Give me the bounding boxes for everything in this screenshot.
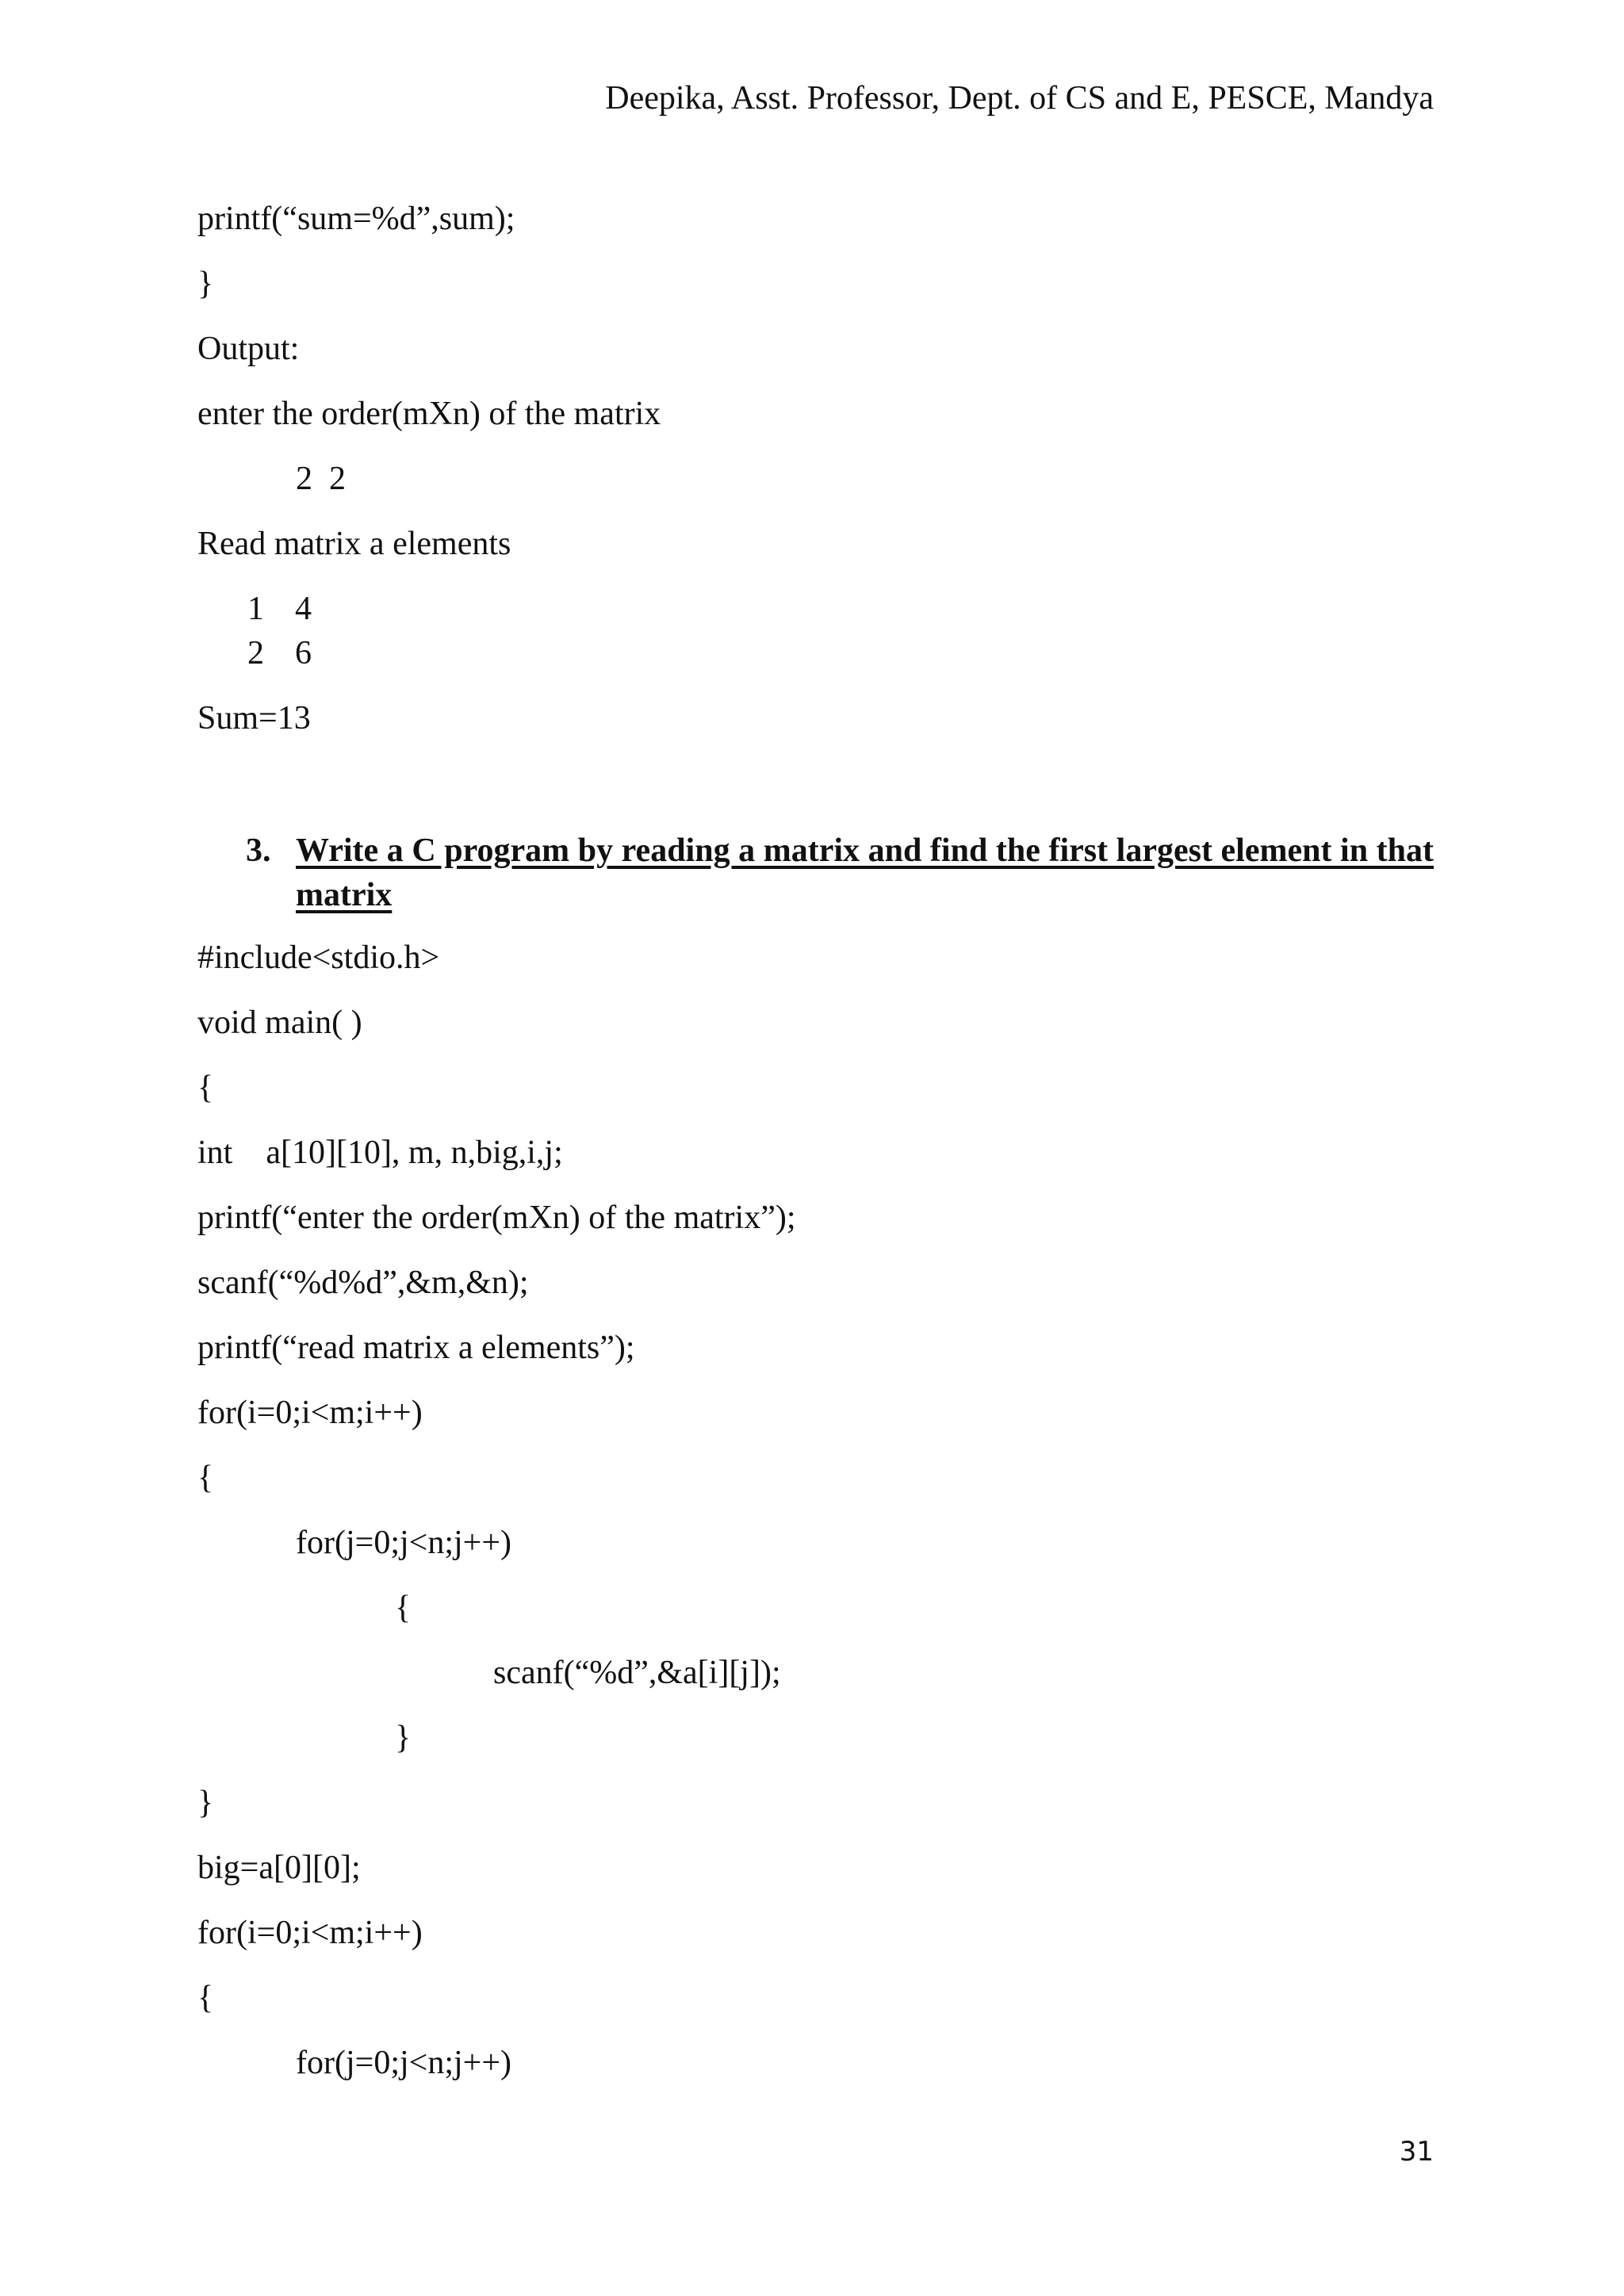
code-line: for(j=0;j<n;j++) <box>296 2045 512 2081</box>
page-header: Deepika, Asst. Professor, Dept. of CS and E, PESCE, Mandya <box>605 80 1434 117</box>
code-line: int a[10][10], m, n,big,i,j; <box>197 1135 563 1171</box>
code-line: { <box>197 1070 214 1106</box>
section-heading <box>246 828 1434 917</box>
code-line: #include<stdio.h> <box>197 939 440 976</box>
matrix-cell: 4 <box>295 591 312 627</box>
code-line: for(i=0;i<m;i++) <box>197 1915 423 1951</box>
section-number: 3. <box>246 832 271 869</box>
matrix-cell: 6 <box>295 635 312 672</box>
code-line: for(j=0;j<n;j++) <box>296 1525 512 1561</box>
code-line: printf(“read matrix a elements”); <box>197 1330 635 1366</box>
code-line: { <box>395 1590 412 1626</box>
section-title: Write a C program by reading a matrix and find the first largest element in that matrix <box>296 832 1434 913</box>
code-line: scanf(“%d%d”,&m,&n); <box>197 1265 529 1301</box>
page-number: 31 <box>1399 2136 1434 2168</box>
output-line: 2 2 <box>296 461 346 497</box>
output-line: enter the order(mXn) of the matrix <box>197 396 661 432</box>
code-line: printf(“sum=%d”,sum); <box>197 201 515 237</box>
output-line: Sum=13 <box>197 700 311 737</box>
output-label: Output: <box>197 331 300 367</box>
code-line: } <box>197 1785 214 1821</box>
code-line: { <box>197 1980 214 2016</box>
code-line: printf(“enter the order(mXn) of the matrix”); <box>197 1200 796 1236</box>
code-line: for(i=0;i<m;i++) <box>197 1395 423 1431</box>
matrix-cell: 1 <box>247 591 264 627</box>
matrix-cell: 2 <box>247 635 264 672</box>
code-line: void main( ) <box>197 1004 362 1041</box>
output-line: Read matrix a elements <box>197 526 511 562</box>
code-line: } <box>197 266 214 302</box>
code-line: { <box>197 1460 214 1496</box>
code-line: } <box>395 1720 412 1756</box>
code-line: big=a[0][0]; <box>197 1850 361 1886</box>
code-line: scanf(“%d”,&a[i][j]); <box>493 1655 781 1691</box>
